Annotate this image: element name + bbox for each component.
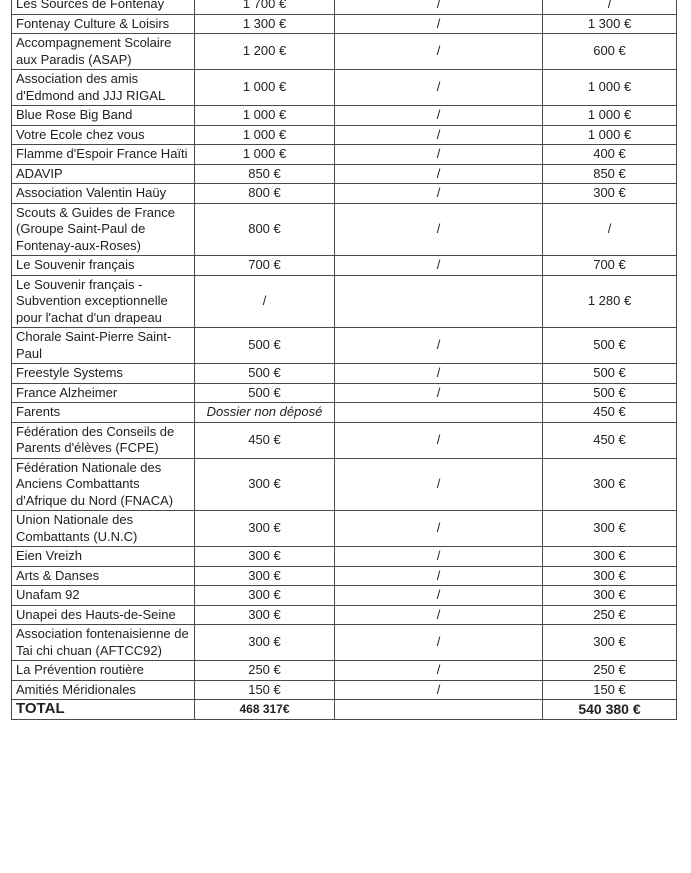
association-name: Farents	[12, 403, 195, 423]
amount-col3: /	[335, 605, 543, 625]
amount-col3: /	[335, 586, 543, 606]
subsidies-table-container	[11, 0, 677, 720]
amount-col3: /	[335, 364, 543, 384]
amount-col3: /	[335, 203, 543, 256]
amount-col4: 500 €	[543, 364, 677, 384]
amount-col2: 1 300 €	[195, 14, 335, 34]
amount-col2: 450 €	[195, 422, 335, 458]
amount-col4: /	[543, 203, 677, 256]
association-name: ADAVIP	[12, 164, 195, 184]
amount-col2: 300 €	[195, 511, 335, 547]
table-row	[12, 70, 677, 106]
amount-col2: 800 €	[195, 184, 335, 204]
amount-col2: 300 €	[195, 586, 335, 606]
association-name: Fédération Nationale des Anciens Combattants d'Afrique du Nord (FNACA)	[12, 458, 195, 511]
amount-col2: 1 700 €	[195, 0, 335, 14]
table-row	[12, 661, 677, 681]
amount-col2: 1 000 €	[195, 125, 335, 145]
table-row	[12, 422, 677, 458]
association-name: La Prévention routière	[12, 661, 195, 681]
amount-col4: 1 000 €	[543, 125, 677, 145]
amount-col3: /	[335, 511, 543, 547]
amount-col3: /	[335, 125, 543, 145]
table-row	[12, 145, 677, 165]
amount-col3: /	[335, 661, 543, 681]
amount-col3: /	[335, 164, 543, 184]
amount-col3: /	[335, 14, 543, 34]
total-label: TOTAL	[12, 700, 195, 720]
association-name: Union Nationale des Combattants (U.N.C)	[12, 511, 195, 547]
table-row	[12, 256, 677, 276]
amount-col2: 1 000 €	[195, 106, 335, 126]
amount-col4: 1 000 €	[543, 106, 677, 126]
amount-col4: 150 €	[543, 680, 677, 700]
amount-col4: 500 €	[543, 383, 677, 403]
amount-col4: 300 €	[543, 547, 677, 567]
amount-col2: 300 €	[195, 547, 335, 567]
table-row	[12, 625, 677, 661]
amount-col4: 400 €	[543, 145, 677, 165]
amount-col4: 450 €	[543, 422, 677, 458]
association-name: Scouts & Guides de France (Groupe Saint-Paul de Fontenay-aux-Roses)	[12, 203, 195, 256]
table-row	[12, 586, 677, 606]
association-name: Flamme d'Espoir France Haïti	[12, 145, 195, 165]
amount-col4: /	[543, 0, 677, 14]
amount-col2: 250 €	[195, 661, 335, 681]
association-name: Freestyle Systems	[12, 364, 195, 384]
table-body	[12, 0, 677, 719]
amount-col3: /	[335, 34, 543, 70]
table-row	[12, 364, 677, 384]
table-row	[12, 125, 677, 145]
table-row	[12, 547, 677, 567]
association-name: Chorale Saint-Pierre Saint-Paul	[12, 328, 195, 364]
amount-col4: 300 €	[543, 511, 677, 547]
amount-col4: 600 €	[543, 34, 677, 70]
amount-col4: 1 280 €	[543, 275, 677, 328]
amount-col3: /	[335, 625, 543, 661]
association-name: Unapei des Hauts-de-Seine	[12, 605, 195, 625]
amount-col4: 300 €	[543, 566, 677, 586]
amount-col3: /	[335, 328, 543, 364]
total-col4: 540 380 €	[543, 700, 677, 720]
amount-col3: /	[335, 383, 543, 403]
amount-col3: /	[335, 566, 543, 586]
table-row	[12, 328, 677, 364]
table-row	[12, 0, 677, 14]
table-row	[12, 680, 677, 700]
amount-col2: 850 €	[195, 164, 335, 184]
table-row	[12, 203, 677, 256]
amount-col2: 300 €	[195, 566, 335, 586]
amount-col2: 500 €	[195, 364, 335, 384]
table-row	[12, 275, 677, 328]
amount-col2: 700 €	[195, 256, 335, 276]
table-row	[12, 605, 677, 625]
amount-col3: /	[335, 256, 543, 276]
association-name: Les Sources de Fontenay	[12, 0, 195, 14]
association-name: Association des amis d'Edmond and JJJ RIGAL	[12, 70, 195, 106]
amount-col2: 1 200 €	[195, 34, 335, 70]
amount-col2: /	[195, 275, 335, 328]
amount-col2: Dossier non déposé	[195, 403, 335, 423]
amount-col3: /	[335, 184, 543, 204]
association-name: Fédération des Conseils de Parents d'élèves (FCPE)	[12, 422, 195, 458]
total-col2: 468 317€	[195, 700, 335, 720]
amount-col3: /	[335, 547, 543, 567]
amount-col3: /	[335, 106, 543, 126]
subsidies-table	[11, 0, 677, 720]
table-row	[12, 164, 677, 184]
amount-col4: 1 300 €	[543, 14, 677, 34]
amount-col4: 1 000 €	[543, 70, 677, 106]
association-name: Fontenay Culture & Loisirs	[12, 14, 195, 34]
amount-col4: 300 €	[543, 458, 677, 511]
amount-col4: 300 €	[543, 586, 677, 606]
association-name: Le Souvenir français - Subvention exceptionnelle pour l'achat d'un drapeau	[12, 275, 195, 328]
amount-col4: 700 €	[543, 256, 677, 276]
association-name: Blue Rose Big Band	[12, 106, 195, 126]
amount-col4: 850 €	[543, 164, 677, 184]
table-row	[12, 106, 677, 126]
amount-col3	[335, 403, 543, 423]
amount-col3	[335, 275, 543, 328]
association-name: Unafam 92	[12, 586, 195, 606]
amount-col3: /	[335, 70, 543, 106]
amount-col4: 300 €	[543, 184, 677, 204]
total-col3	[335, 700, 543, 720]
table-row	[12, 383, 677, 403]
amount-col3: /	[335, 680, 543, 700]
amount-col3: /	[335, 458, 543, 511]
table-row	[12, 458, 677, 511]
amount-col4: 500 €	[543, 328, 677, 364]
association-name: Accompagnement Scolaire aux Paradis (ASAP)	[12, 34, 195, 70]
amount-col2: 800 €	[195, 203, 335, 256]
amount-col2: 300 €	[195, 625, 335, 661]
association-name: Votre Ecole chez vous	[12, 125, 195, 145]
amount-col3: /	[335, 422, 543, 458]
table-row	[12, 511, 677, 547]
amount-col3: /	[335, 0, 543, 14]
table-row	[12, 34, 677, 70]
amount-col4: 450 €	[543, 403, 677, 423]
association-name: Association fontenaisienne de Tai chi chuan (AFTCC92)	[12, 625, 195, 661]
amount-col2: 300 €	[195, 605, 335, 625]
association-name: Amitiés Méridionales	[12, 680, 195, 700]
table-row	[12, 403, 677, 423]
amount-col2: 150 €	[195, 680, 335, 700]
table-row	[12, 14, 677, 34]
amount-col2: 500 €	[195, 383, 335, 403]
amount-col3: /	[335, 145, 543, 165]
total-row	[12, 700, 677, 720]
amount-col4: 250 €	[543, 605, 677, 625]
amount-col2: 1 000 €	[195, 145, 335, 165]
association-name: Eien Vreizh	[12, 547, 195, 567]
table-row	[12, 566, 677, 586]
amount-col2: 300 €	[195, 458, 335, 511]
table-row	[12, 184, 677, 204]
amount-col4: 300 €	[543, 625, 677, 661]
association-name: Arts & Danses	[12, 566, 195, 586]
amount-col4: 250 €	[543, 661, 677, 681]
amount-col2: 1 000 €	[195, 70, 335, 106]
association-name: Association Valentin Haüy	[12, 184, 195, 204]
association-name: Le Souvenir français	[12, 256, 195, 276]
association-name: France Alzheimer	[12, 383, 195, 403]
amount-col2: 500 €	[195, 328, 335, 364]
